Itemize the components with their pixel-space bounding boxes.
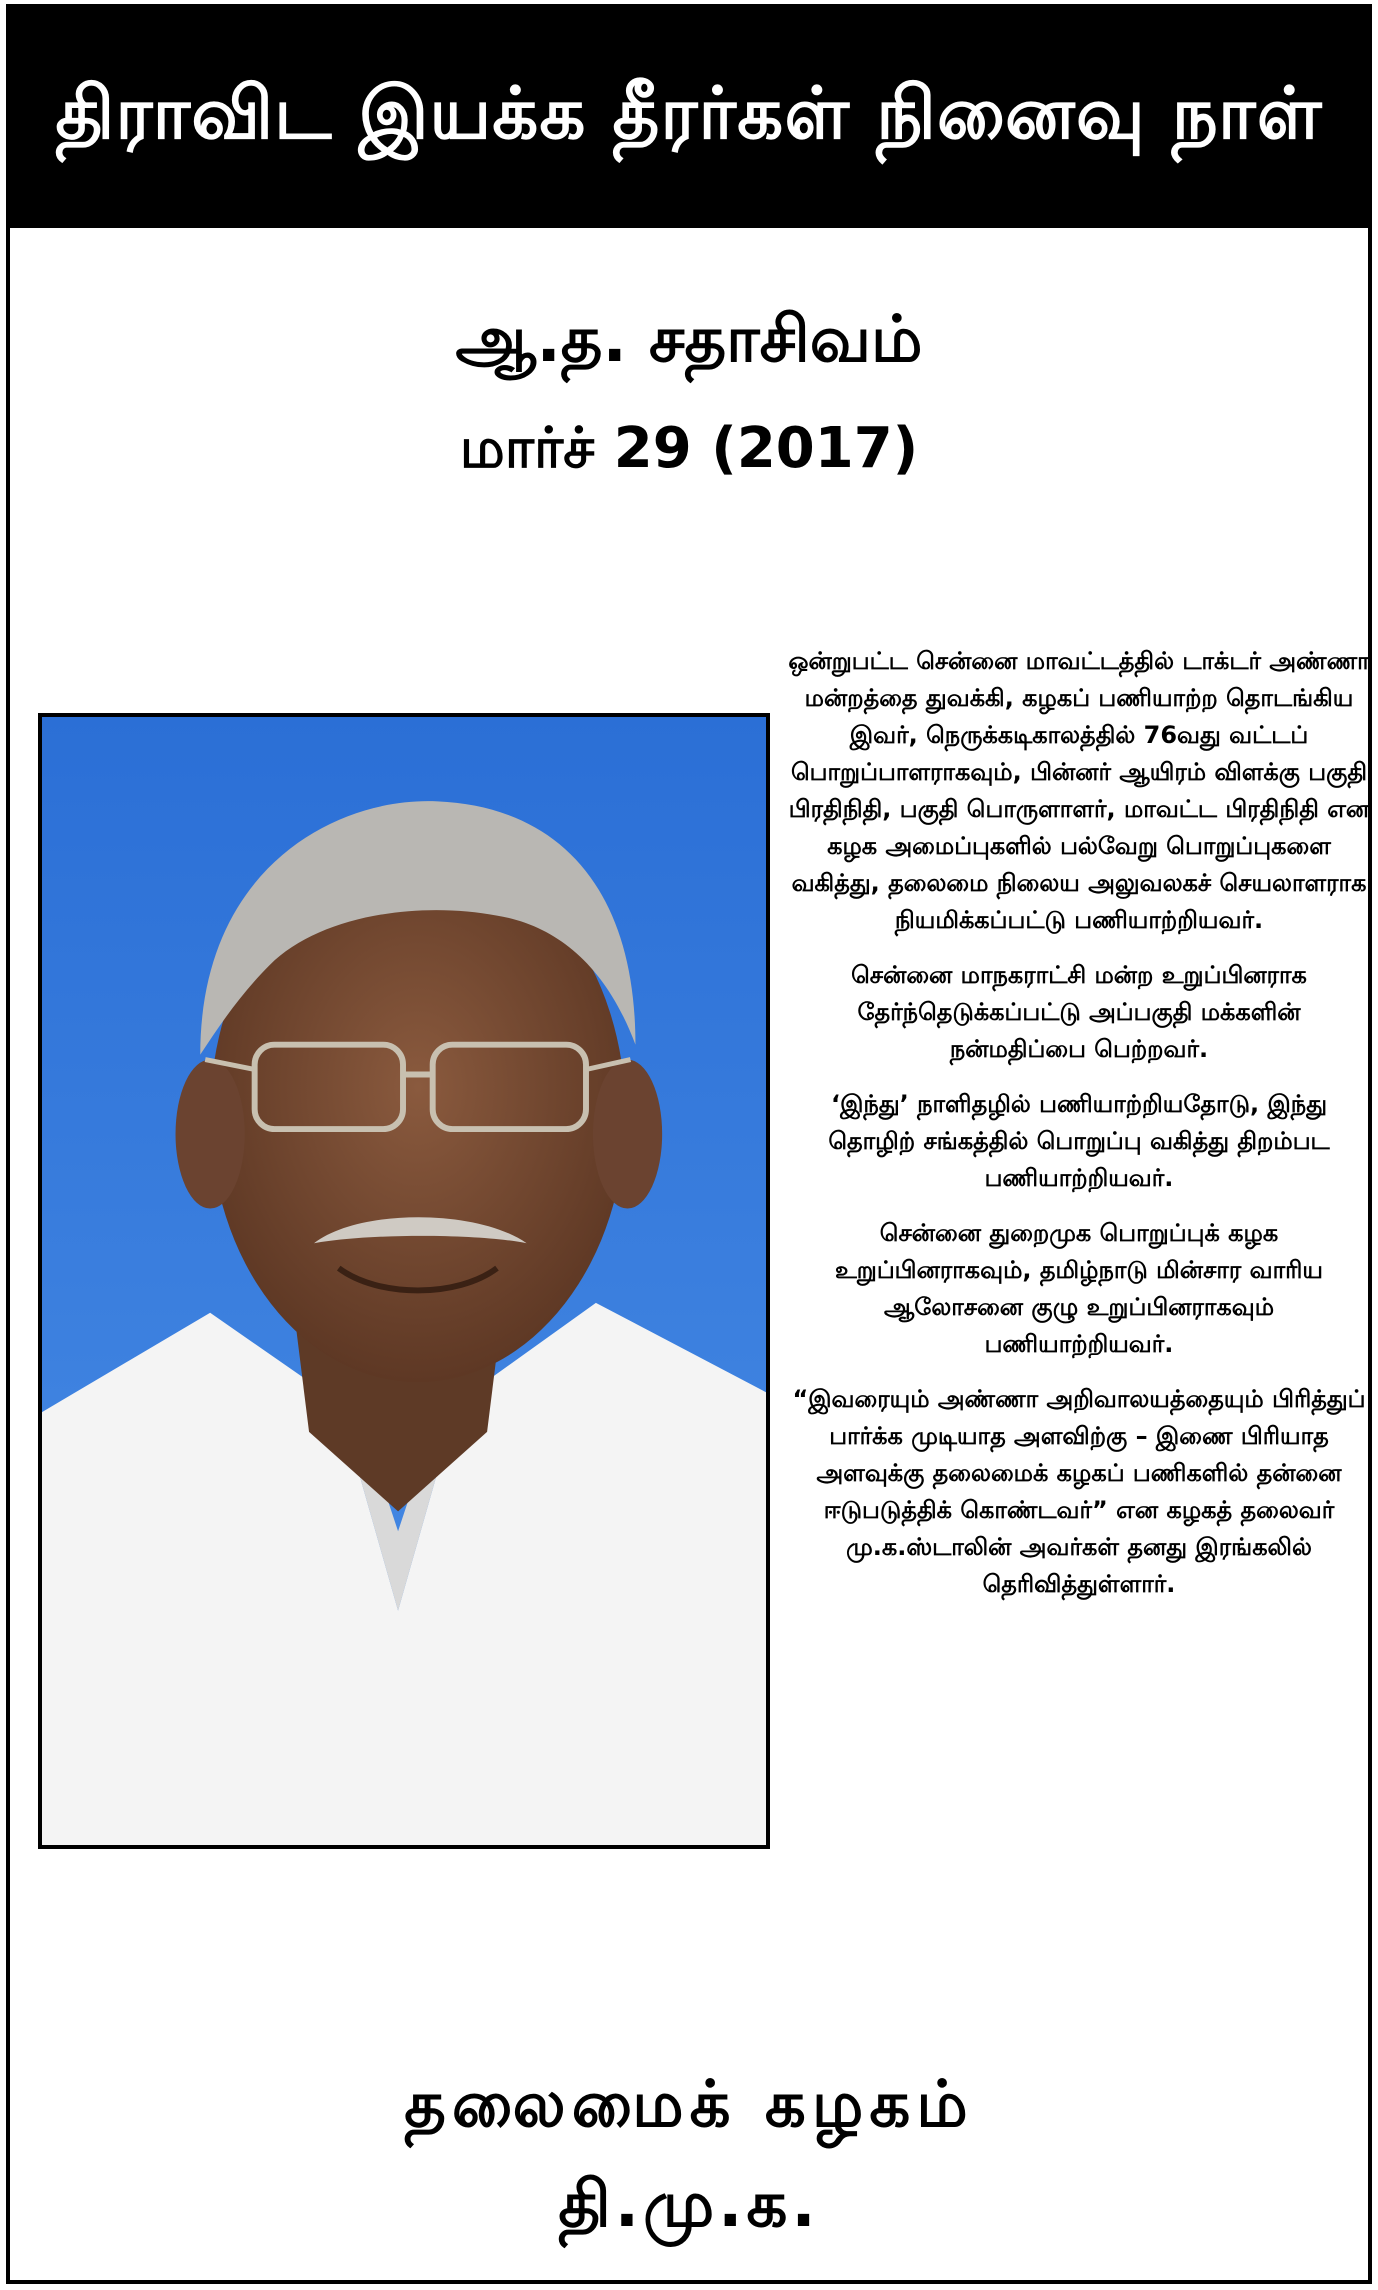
portrait-illustration [42,717,766,1845]
footer-party: தி.மு.க. [558,2168,820,2242]
bio-paragraph: “இவரையும் அண்ணா அறிவாலயத்தையும் பிரித்துப் பார்க்க முடியாத அளவிற்கு – இணை பிரியாத அளவுக்கு தலைமைக் கழகப் பணிகளில் தன்னை ஈடுபடுத்திக் கொண்டவர்” என கழகத் தலைவர் மு.க.ஸ்டாலின் அவர்கள் தனது இரங்கலில் தெரிவித்துள்ளார். [792,1385,1366,1598]
title-banner [10,8,1368,228]
person-name: ஆ.த. சதாசிவம் [455,303,923,377]
footer-organization: தலைமைக் கழகம் [404,2068,974,2142]
bio-paragraph: சென்னை மாநகராட்சி மன்ற உறுப்பினராக தேர்ந்தெடுக்கப்பட்டு அப்பகுதி மக்களின் நன்மதிப்பை பெற்றவர். [851,961,1307,1063]
biography [786,643,1372,1621]
bio-paragraph: ஒன்றுபட்ட சென்னை மாவட்டத்தில் டாக்டர் அண்ணா மன்றத்தை துவக்கி, கழகப் பணியாற்ற தொடங்கிய இவர், நெருக்கடிகாலத்தில் 76வது வட்டப் பொறுப்பாளராகவும், பின்னர் ஆயிரம் விளக்கு பகுதி பிரதிநிதி, பகுதி பொருளாளர், மாவட்ட பிரதிநிதி என கழக அமைப்புகளில் பல்வேறு பொறுப்புகளை வகித்து, தலைமை நிலைய அலுவலகச் செயலாளராக நியமிக்கப்பட்டு பணியாற்றியவர். [788,647,1370,934]
memorial-date: மார்ச் 29 (2017) [459,416,919,481]
bio-paragraph: ‘இந்து’ நாளிதழில் பணியாற்றியதோடு, இந்து தொழிற் சங்கத்தில் பொறுப்பு வகித்து திறம்பட பணியாற்றியவர். [828,1090,1330,1192]
portrait-photo [38,713,770,1849]
poster-frame [6,4,1372,2284]
bio-paragraph: சென்னை துறைமுக பொறுப்புக் கழக உறுப்பினராகவும், தமிழ்நாடு மின்சார வாரிய ஆலோசனை குழு உறுப்பினராகவும் பணியாற்றியவர். [834,1219,1324,1358]
banner-title: திராவிட இயக்க தீரர்கள் நினைவு நாள் [55,71,1323,155]
